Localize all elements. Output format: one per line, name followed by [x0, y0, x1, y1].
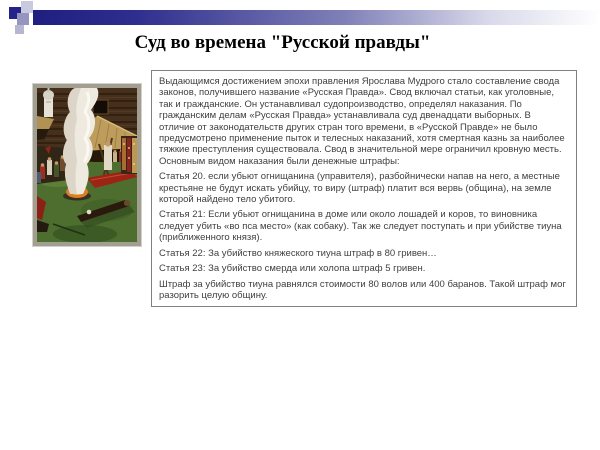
paragraph-article-20: Статья 20. если убьют огнищанина (управителя), разбойнически напав на него, а местные крестьяне не будут искать убийцу, то виру (штраф) платит вся вервь (община), на земле которой найдено тело убитого. [159, 171, 560, 206]
decor-square-mid [17, 13, 29, 25]
header-gradient-bar [33, 10, 600, 25]
trial-by-fire-painting [33, 84, 141, 246]
body-textbox [151, 70, 577, 307]
paragraph-article-23: Статья 23: За убийство смерда или холопа штраф 5 гривен. [159, 263, 426, 275]
trial-by-fire-painting-graphic [37, 88, 137, 242]
decor-square-light [21, 1, 33, 13]
slide-title: Суд во времена "Русской правды" [134, 32, 431, 53]
paragraph-article-21: Статья 21: Если убьют огнищанина в доме или около лошадей и коров, то виновника следует убить «во пса место» (как собаку). Так же следует поступать и при убийстве тиуна (приближенного князя). [159, 209, 562, 244]
paragraph-intro: Выдающимся достижением эпохи правления Ярослава Мудрого стало составление свода законов, получившего название «Русская Правда». Свод включал статьи, как уголовные, так и гражданские. Он устанавливал судопроизводство, определял наказания. По гражданским делам «Русская Правда» устанавливала суд двенадцати выборных. В отличие от законодательств других стран того времени, в «Русской Правде» не было предусмотрено применение пыток и телесных наказаний, хотя смертная казнь за наиболее тяжкие преступления существовала. Свод в значительной мере ограничил кровную месть. Основным видом наказания были денежные штрафы: [159, 76, 565, 167]
paragraph-article-22: Статья 22: За убийство княжеского тиуна штраф в 80 гривен… [159, 247, 437, 259]
paragraph-fine-note: Штраф за убийство тиуна равнялся стоимости 80 волов или 400 баранов. Такой штраф мог разорить целую общину. [159, 278, 566, 301]
